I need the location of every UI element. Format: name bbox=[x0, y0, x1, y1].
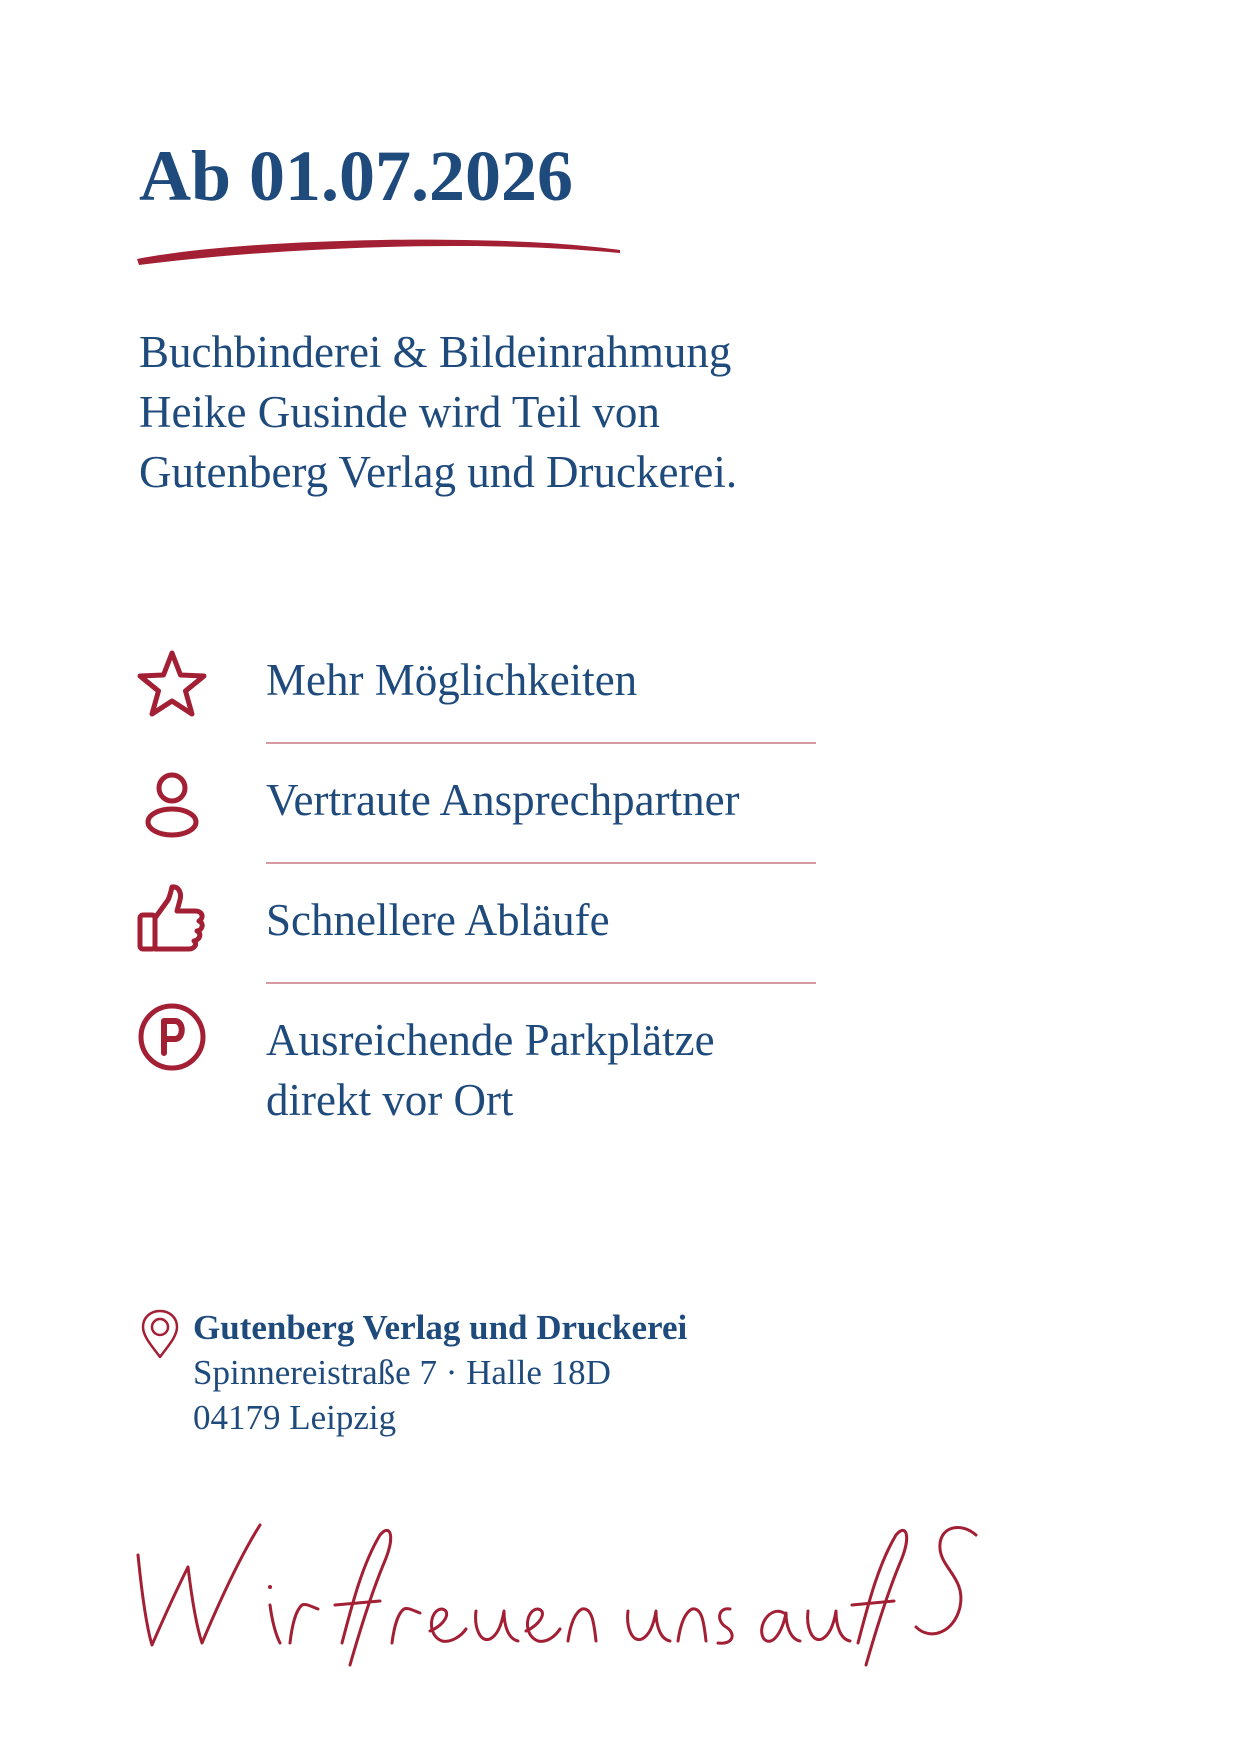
star-icon bbox=[135, 648, 209, 722]
location-pin-icon bbox=[139, 1308, 181, 1360]
divider bbox=[266, 742, 816, 744]
benefit-label-line: Vertraute Ansprechpartner bbox=[266, 775, 740, 825]
street-address: Spinnereistraße 7 · Halle 18D bbox=[193, 1353, 611, 1392]
benefit-label bbox=[266, 770, 740, 830]
benefit-label bbox=[266, 890, 610, 950]
intro-line: Heike Gusinde wird Teil von bbox=[139, 387, 660, 437]
company-name: Gutenberg Verlag und Druckerei bbox=[193, 1308, 688, 1347]
benefit-label bbox=[266, 1010, 715, 1130]
headline: Ab 01.07.2026 bbox=[139, 136, 574, 216]
person-icon bbox=[135, 768, 209, 842]
benefit-label-line: Schnellere Abläufe bbox=[266, 895, 610, 945]
signature-handwriting bbox=[130, 1505, 980, 1675]
address-text bbox=[193, 1305, 687, 1440]
intro-line: Gutenberg Verlag und Druckerei. bbox=[139, 447, 738, 497]
parking-icon bbox=[135, 1000, 209, 1074]
intro-text bbox=[139, 322, 1039, 502]
divider bbox=[266, 862, 816, 864]
divider bbox=[266, 982, 816, 984]
brush-underline bbox=[134, 232, 624, 272]
benefit-label-line: Mehr Möglichkeiten bbox=[266, 655, 638, 705]
city-address: 04179 Leipzig bbox=[193, 1398, 397, 1437]
thumbs-up-icon bbox=[135, 882, 209, 956]
intro-line: Buchbinderei & Bildeinrahmung bbox=[139, 327, 732, 377]
benefit-label-line: Ausreichende Parkplätze bbox=[266, 1015, 715, 1065]
benefit-label-line: direkt vor Ort bbox=[266, 1075, 514, 1125]
benefit-label bbox=[266, 650, 637, 710]
